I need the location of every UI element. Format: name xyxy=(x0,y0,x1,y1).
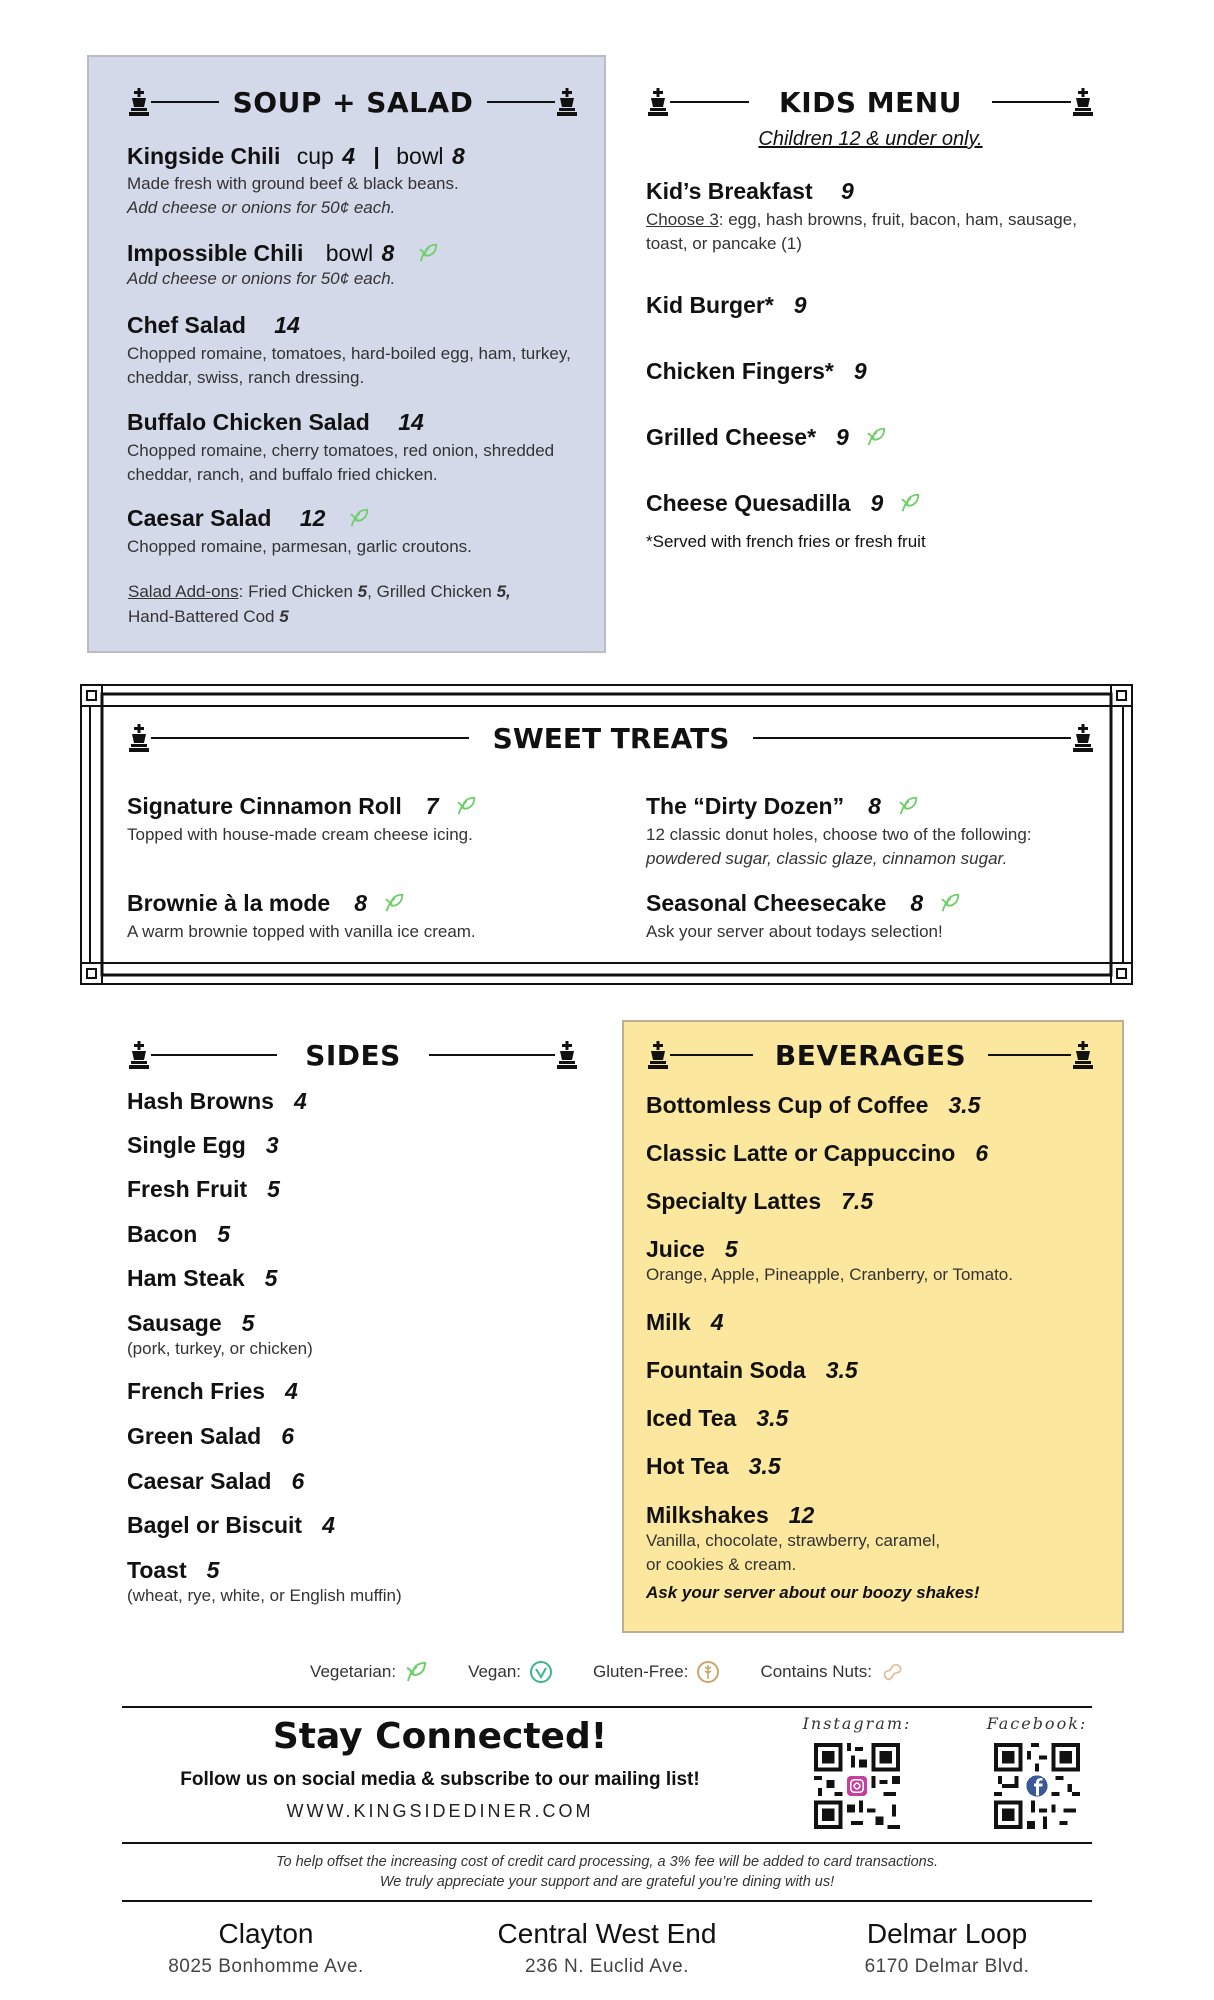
addon-price: 5 xyxy=(357,582,368,601)
kids-age-note: Children 12 & under only. xyxy=(758,128,983,150)
item-name: Ham Steak xyxy=(127,1265,245,1291)
item-note: Add cheese or onions for 50¢ each. xyxy=(127,198,396,217)
instagram-qr-code[interactable] xyxy=(814,1743,900,1829)
soup-salad-heading: SOUP + SALAD xyxy=(232,85,474,119)
addon-price: 5 xyxy=(279,607,289,626)
item-description-line2: or cookies & cream. xyxy=(646,1555,797,1574)
side-sausage xyxy=(127,1310,313,1361)
item-note: Add cheese or onions for 50¢ each. xyxy=(127,269,396,288)
item-price: 3.5 xyxy=(748,1453,781,1479)
item-price: 5 xyxy=(217,1221,231,1247)
beverage-juice xyxy=(646,1236,1106,1287)
item-description: (wheat, rye, white, or English muffin) xyxy=(127,1586,402,1605)
item-name: Juice xyxy=(646,1236,705,1262)
chess-king-icon xyxy=(1071,88,1095,116)
addons-label: Salad Add-ons xyxy=(128,582,239,601)
item-name: Single Egg xyxy=(127,1132,246,1158)
location-central-west-end xyxy=(457,1918,757,1978)
item-price: 5 xyxy=(264,1265,278,1291)
item-name: Grilled Cheese* xyxy=(646,424,817,450)
side-green-salad xyxy=(127,1423,294,1450)
menu-item-kids-breakfast xyxy=(646,178,1096,256)
vegetarian-leaf-icon xyxy=(348,507,370,529)
legend-label: Gluten-Free: xyxy=(593,1662,689,1681)
item-price: 14 xyxy=(274,312,300,338)
separator: | xyxy=(373,143,380,169)
location-city: Clayton xyxy=(218,1918,314,1949)
legend-contains-nuts xyxy=(760,1660,904,1684)
location-city: Delmar Loop xyxy=(866,1918,1028,1949)
side-bacon xyxy=(127,1221,230,1248)
vegetarian-leaf-icon xyxy=(865,426,887,448)
item-name: Iced Tea xyxy=(646,1405,737,1431)
side-single-egg xyxy=(127,1132,279,1159)
item-price: 14 xyxy=(398,409,424,435)
beverages-heading-row xyxy=(646,1035,1095,1075)
item-name: Chicken Fingers* xyxy=(646,358,834,384)
chess-king-icon xyxy=(127,1041,151,1069)
vegetarian-leaf-icon xyxy=(897,795,919,817)
side-fresh-fruit xyxy=(127,1176,280,1203)
menu-item-grilled-cheese xyxy=(646,424,887,451)
fee-line: We truly appreciate your support and are grateful you’re dining with us! xyxy=(379,1874,835,1890)
item-price: 4 xyxy=(710,1309,724,1335)
item-name: Green Salad xyxy=(127,1423,262,1449)
divider xyxy=(670,101,749,103)
item-name: Fresh Fruit xyxy=(127,1176,248,1202)
vegan-icon xyxy=(529,1660,553,1684)
menu-item-kid-burger xyxy=(646,292,807,319)
facebook-label: Facebook: xyxy=(986,1714,1088,1733)
website-link[interactable]: WWW.KINGSIDEDINER.COM xyxy=(286,1801,594,1821)
item-price: 3.5 xyxy=(825,1357,858,1383)
item-price: 6 xyxy=(975,1140,989,1166)
item-name: Cheese Quesadilla xyxy=(646,490,851,516)
item-description: Topped with house-made cream cheese icing. xyxy=(127,825,473,844)
item-price: 9 xyxy=(793,292,807,318)
item-name: Sausage xyxy=(127,1310,222,1336)
side-hash-browns xyxy=(127,1088,307,1115)
vegetarian-leaf-icon xyxy=(455,795,477,817)
location-delmar-loop xyxy=(797,1918,1097,1978)
divider xyxy=(151,737,469,739)
legend-vegan xyxy=(468,1660,553,1684)
item-size-label: bowl xyxy=(325,240,374,266)
item-description: : egg, hash browns, fruit, bacon, ham, sausage, toast, or pancake (1) xyxy=(646,210,1077,253)
beverage-fountain-soda xyxy=(646,1357,858,1384)
instagram-label: Instagram: xyxy=(802,1714,912,1733)
item-price: 8 xyxy=(354,890,368,916)
vegetarian-leaf-icon xyxy=(383,892,405,914)
item-name: Kid’s Breakfast xyxy=(646,178,813,204)
side-toast xyxy=(127,1557,402,1608)
beverage-specialty-lattes xyxy=(646,1188,873,1215)
item-name: Fountain Soda xyxy=(646,1357,806,1383)
item-price: 9 xyxy=(853,358,867,384)
gluten-free-wheat-icon xyxy=(696,1660,720,1684)
stay-connected-title: Stay Connected! xyxy=(272,1716,608,1757)
boozy-shakes-note: Ask your server about our boozy shakes! xyxy=(646,1583,980,1602)
menu-item-seasonal-cheesecake xyxy=(646,890,1106,944)
item-price: 5 xyxy=(724,1236,738,1262)
vegetarian-leaf-icon xyxy=(899,492,921,514)
item-name: Hash Browns xyxy=(127,1088,274,1114)
item-description: 12 classic donut holes, choose two of the following: xyxy=(646,825,1032,844)
menu-item-kingside-chili xyxy=(127,143,587,220)
item-description: Vanilla, chocolate, strawberry, caramel, xyxy=(646,1531,941,1550)
item-name: Milk xyxy=(646,1309,691,1335)
item-price: 5 xyxy=(206,1557,220,1583)
side-french-fries xyxy=(127,1378,298,1405)
item-size-label: bowl xyxy=(396,143,444,169)
beverages-heading: BEVERAGES xyxy=(774,1038,967,1072)
chess-king-icon xyxy=(555,88,579,116)
side-bagel-biscuit xyxy=(127,1512,335,1539)
served-with-note: *Served with french fries or fresh fruit xyxy=(646,532,926,551)
item-price: 4 xyxy=(322,1512,335,1538)
menu-item-cheese-quesadilla xyxy=(646,490,921,517)
sweet-treats-heading-row xyxy=(127,718,1095,758)
card-fee-notice xyxy=(0,1852,1214,1892)
stay-connected-subtitle: Follow us on social media & subscribe to our mailing list! xyxy=(180,1769,700,1790)
chess-king-icon xyxy=(646,88,670,116)
chess-king-icon xyxy=(555,1041,579,1069)
item-name: Hot Tea xyxy=(646,1453,729,1479)
divider xyxy=(122,1706,1092,1708)
facebook-qr-code[interactable] xyxy=(994,1743,1080,1829)
beverage-hot-tea xyxy=(646,1453,781,1480)
item-price: 8 xyxy=(381,240,395,266)
item-name: The “Dirty Dozen” xyxy=(646,793,845,819)
item-name: French Fries xyxy=(127,1378,266,1404)
item-options: powdered sugar, classic glaze, cinnamon sugar. xyxy=(646,849,1008,868)
item-name: Buffalo Chicken Salad xyxy=(127,409,370,435)
menu-item-caesar-salad xyxy=(127,505,587,559)
item-name: Caesar Salad xyxy=(127,1468,272,1494)
divider xyxy=(487,101,555,103)
legend-gluten-free xyxy=(593,1660,720,1684)
addons-colon: : xyxy=(238,582,244,601)
item-description: Ask your server about todays selection! xyxy=(646,922,943,941)
chess-king-icon xyxy=(646,1041,670,1069)
location-city: Central West End xyxy=(497,1918,717,1949)
item-price: 6 xyxy=(291,1468,305,1494)
beverage-milk xyxy=(646,1309,724,1336)
item-name: Kingside Chili xyxy=(127,143,281,169)
location-address: 6170 Delmar Blvd. xyxy=(864,1956,1030,1977)
item-price: 7.5 xyxy=(841,1188,874,1214)
location-clayton xyxy=(116,1918,416,1978)
item-price: 8 xyxy=(910,890,924,916)
item-name: Milkshakes xyxy=(646,1502,769,1528)
item-price: 5 xyxy=(241,1310,255,1336)
menu-item-chicken-fingers xyxy=(646,358,867,385)
item-size-label: cup xyxy=(296,143,334,169)
beverage-coffee xyxy=(646,1092,980,1119)
item-name: Impossible Chili xyxy=(127,240,304,266)
item-price: 9 xyxy=(870,490,884,516)
peanut-icon xyxy=(880,1660,904,1684)
legend-label: Vegan: xyxy=(468,1662,522,1681)
chess-king-icon xyxy=(1071,1041,1095,1069)
chess-king-icon xyxy=(1071,724,1095,752)
addon-name: Grilled Chicken xyxy=(376,582,492,601)
sweet-treats-heading: SWEET TREATS xyxy=(492,721,730,755)
legend-vegetarian xyxy=(310,1660,428,1684)
facebook-qr xyxy=(972,1714,1102,1834)
item-price: 12 xyxy=(299,505,326,531)
location-address: 8025 Bonhomme Ave. xyxy=(168,1956,364,1977)
soup-salad-heading-row xyxy=(127,82,579,122)
item-description: Orange, Apple, Pineapple, Cranberry, or Tomato. xyxy=(646,1265,1013,1284)
divider xyxy=(122,1842,1092,1844)
item-description: Made fresh with ground beef & black beans. xyxy=(127,174,459,193)
item-price: 4 xyxy=(285,1378,298,1404)
item-description: Chopped romaine, tomatoes, hard-boiled egg, ham, turkey, cheddar, swiss, ranch dressing. xyxy=(127,344,571,387)
choose-label: Choose 3 xyxy=(646,210,719,229)
item-name: Brownie à la mode xyxy=(127,890,331,916)
menu-item-dirty-dozen xyxy=(646,793,1106,871)
beverage-iced-tea xyxy=(646,1405,788,1432)
legend-label: Contains Nuts: xyxy=(760,1662,872,1681)
divider xyxy=(988,1054,1071,1056)
item-price: 4 xyxy=(342,143,356,169)
item-name: Classic Latte or Cappuccino xyxy=(646,1140,956,1166)
item-description: A warm brownie topped with vanilla ice cream. xyxy=(127,922,476,941)
divider xyxy=(992,101,1071,103)
item-description: (pork, turkey, or chicken) xyxy=(127,1339,313,1358)
kids-heading: KIDS MENU xyxy=(779,85,962,119)
item-price: 9 xyxy=(841,178,854,204)
item-price: 3.5 xyxy=(756,1405,789,1431)
item-price: 12 xyxy=(788,1502,815,1528)
divider xyxy=(122,1900,1092,1902)
item-name: Signature Cinnamon Roll xyxy=(127,793,402,819)
addon-name: Fried Chicken xyxy=(248,582,353,601)
beverage-latte-cappuccino xyxy=(646,1140,988,1167)
sides-heading-row xyxy=(127,1035,579,1075)
item-name: Toast xyxy=(127,1557,187,1583)
dietary-legend xyxy=(0,1660,1214,1684)
item-name: Caesar Salad xyxy=(127,505,272,531)
menu-item-impossible-chili xyxy=(127,240,587,291)
item-description: Chopped romaine, cherry tomatoes, red onion, shredded cheddar, ranch, and buffalo fried chicken. xyxy=(127,441,555,484)
location-address: 236 N. Euclid Ave. xyxy=(525,1956,689,1977)
kids-heading-row xyxy=(646,82,1095,122)
vegetarian-leaf-icon xyxy=(939,892,961,914)
item-name: Bottomless Cup of Coffee xyxy=(646,1092,929,1118)
divider xyxy=(670,1054,753,1056)
item-name: Chef Salad xyxy=(127,312,246,338)
item-name: Seasonal Cheesecake xyxy=(646,890,887,916)
fee-line: To help offset the increasing cost of credit card processing, a 3% fee will be added to card transactions. xyxy=(275,1854,938,1870)
addon-price: 5, xyxy=(496,582,511,601)
item-price: 8 xyxy=(868,793,881,819)
item-name: Specialty Lattes xyxy=(646,1188,822,1214)
vegetarian-leaf-icon xyxy=(404,1660,428,1684)
side-ham-steak xyxy=(127,1265,277,1292)
menu-item-buffalo-chicken-salad xyxy=(127,409,587,487)
divider xyxy=(151,101,219,103)
chess-king-icon xyxy=(127,88,151,116)
item-price: 6 xyxy=(281,1423,295,1449)
menu-item-cinnamon-roll xyxy=(127,793,607,847)
item-price: 8 xyxy=(451,143,465,169)
instagram-qr xyxy=(792,1714,922,1834)
item-price: 3 xyxy=(265,1132,279,1158)
item-name: Bacon xyxy=(127,1221,198,1247)
item-price: 5 xyxy=(267,1176,280,1202)
salad-addons: Salad Add-ons: Fried Chicken 5, Grilled Chicken 5, Hand-Battered Cod 5 xyxy=(128,582,511,626)
sides-heading: SIDES xyxy=(305,1038,401,1072)
kids-served-note xyxy=(646,527,926,554)
menu-item-chef-salad xyxy=(127,312,587,390)
divider xyxy=(151,1054,277,1056)
stay-connected xyxy=(120,1716,760,1822)
item-name: Kid Burger* xyxy=(646,292,774,318)
item-price: 7 xyxy=(425,793,439,819)
item-description: Chopped romaine, parmesan, garlic croutons. xyxy=(127,537,472,556)
legend-label: Vegetarian: xyxy=(310,1662,397,1681)
side-caesar-salad xyxy=(127,1468,304,1495)
chess-king-icon xyxy=(127,724,151,752)
vegetarian-leaf-icon xyxy=(417,242,439,264)
item-price: 3.5 xyxy=(948,1092,981,1118)
beverage-milkshakes xyxy=(646,1502,1106,1605)
divider xyxy=(753,737,1071,739)
item-price: 4 xyxy=(293,1088,307,1114)
addon-name: Hand-Battered Cod xyxy=(128,607,275,626)
menu-item-brownie xyxy=(127,890,607,944)
item-name: Bagel or Biscuit xyxy=(127,1512,303,1538)
divider xyxy=(429,1054,555,1056)
item-price: 9 xyxy=(836,424,849,450)
